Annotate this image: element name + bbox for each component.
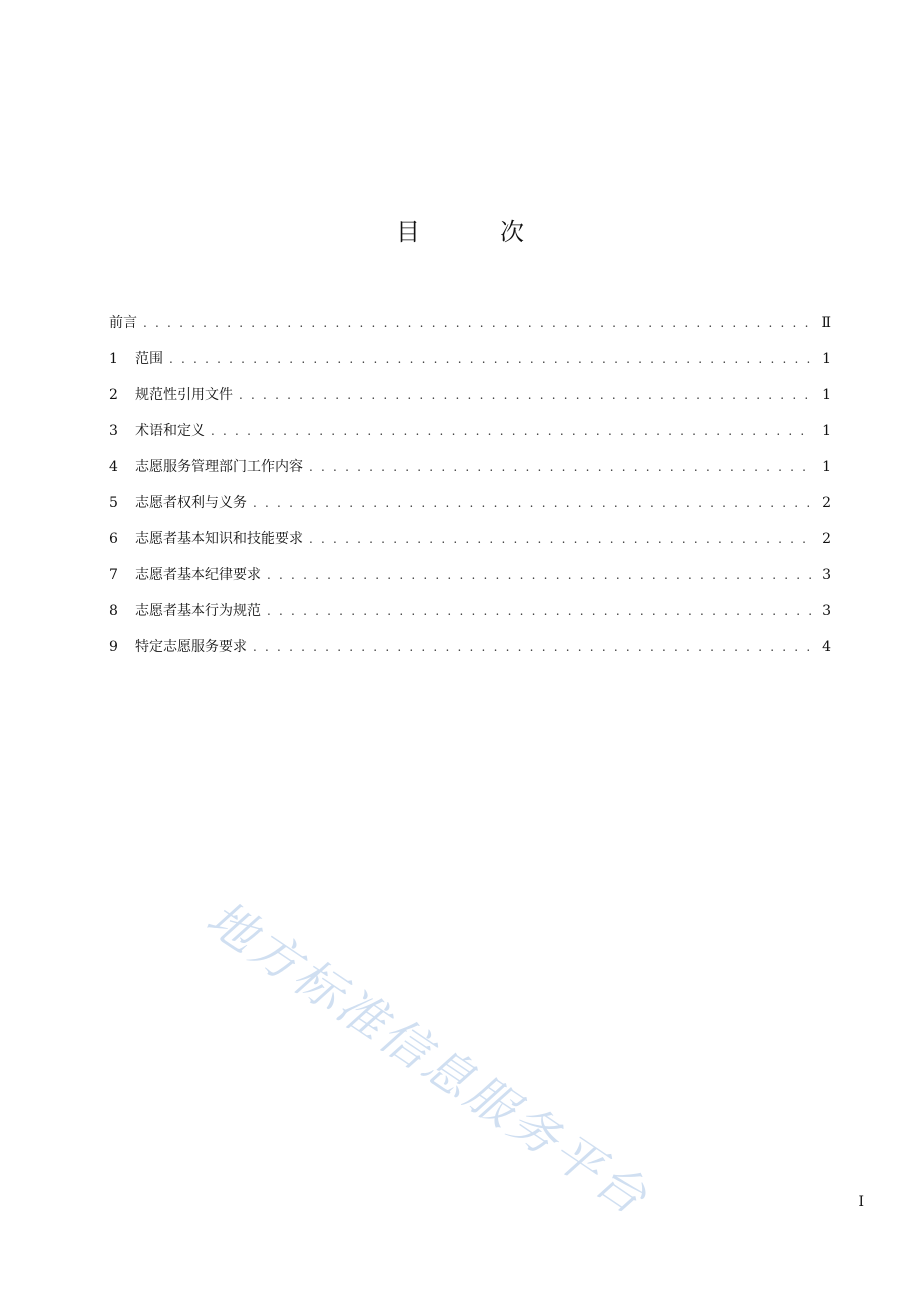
toc-entry-9[interactable] [109, 635, 831, 671]
toc-entry-3[interactable] [109, 419, 831, 455]
toc-entry-label: 志愿者基本知识和技能要求 [135, 531, 303, 547]
toc-entry-label: 志愿者权利与义务 [135, 495, 247, 511]
toc-entry-4[interactable] [109, 455, 831, 491]
toc-leader-dots [143, 311, 813, 335]
toc-entry-page: 1 [822, 459, 831, 475]
toc-entry-number: 3 [109, 423, 118, 439]
toc-entry-label: 志愿服务管理部门工作内容 [135, 459, 303, 475]
toc-entry-number: 1 [109, 351, 118, 367]
toc-entry-label: 志愿者基本行为规范 [135, 603, 261, 619]
toc-title: 目 次 [396, 218, 552, 246]
toc-leader-dots [211, 419, 813, 443]
toc-entry-label: 前言 [109, 315, 137, 331]
toc-leader-dots [309, 455, 813, 479]
toc-entry-page: 3 [822, 567, 831, 583]
toc-entry-label: 范围 [135, 351, 163, 367]
toc-entry-page: 3 [822, 603, 831, 619]
toc-entry-8[interactable] [109, 599, 831, 635]
toc-entry-number: 8 [109, 603, 118, 619]
page-number: I [858, 1194, 864, 1210]
toc-entry-preface[interactable] [109, 311, 831, 347]
toc-entry-number: 4 [109, 459, 118, 475]
toc-entry-page: 1 [822, 387, 831, 403]
toc-entry-5[interactable] [109, 491, 831, 527]
toc-leader-dots [239, 383, 813, 407]
toc-entry-page: Ⅱ [821, 315, 831, 331]
toc-entry-page: 4 [822, 639, 831, 655]
toc-entry-number: 7 [109, 567, 118, 583]
toc-entry-page: 2 [822, 531, 831, 547]
toc-entry-number: 5 [109, 495, 118, 511]
toc-entry-page: 1 [822, 423, 831, 439]
toc-entry-2[interactable] [109, 383, 831, 419]
toc-entry-6[interactable] [109, 527, 831, 563]
toc-entry-label: 特定志愿服务要求 [135, 639, 247, 655]
toc-entry-label: 志愿者基本纪律要求 [135, 567, 261, 583]
toc-leader-dots [267, 563, 813, 587]
toc-leader-dots [267, 599, 813, 623]
toc-entry-label: 术语和定义 [135, 423, 205, 439]
toc-entry-number: 6 [109, 531, 118, 547]
watermark-text: 地方标准信息服务平台 [196, 890, 660, 1228]
toc-leader-dots [253, 491, 813, 515]
toc-leader-dots [169, 347, 813, 371]
toc-entry-label: 规范性引用文件 [135, 387, 233, 403]
toc-entry-number: 9 [109, 639, 118, 655]
toc-entry-7[interactable] [109, 563, 831, 599]
toc-list [109, 311, 831, 671]
toc-entry-1[interactable] [109, 347, 831, 383]
toc-leader-dots [253, 635, 813, 659]
toc-entry-page: 2 [822, 495, 831, 511]
toc-entry-number: 2 [109, 387, 118, 403]
toc-leader-dots [309, 527, 813, 551]
toc-entry-page: 1 [822, 351, 831, 367]
